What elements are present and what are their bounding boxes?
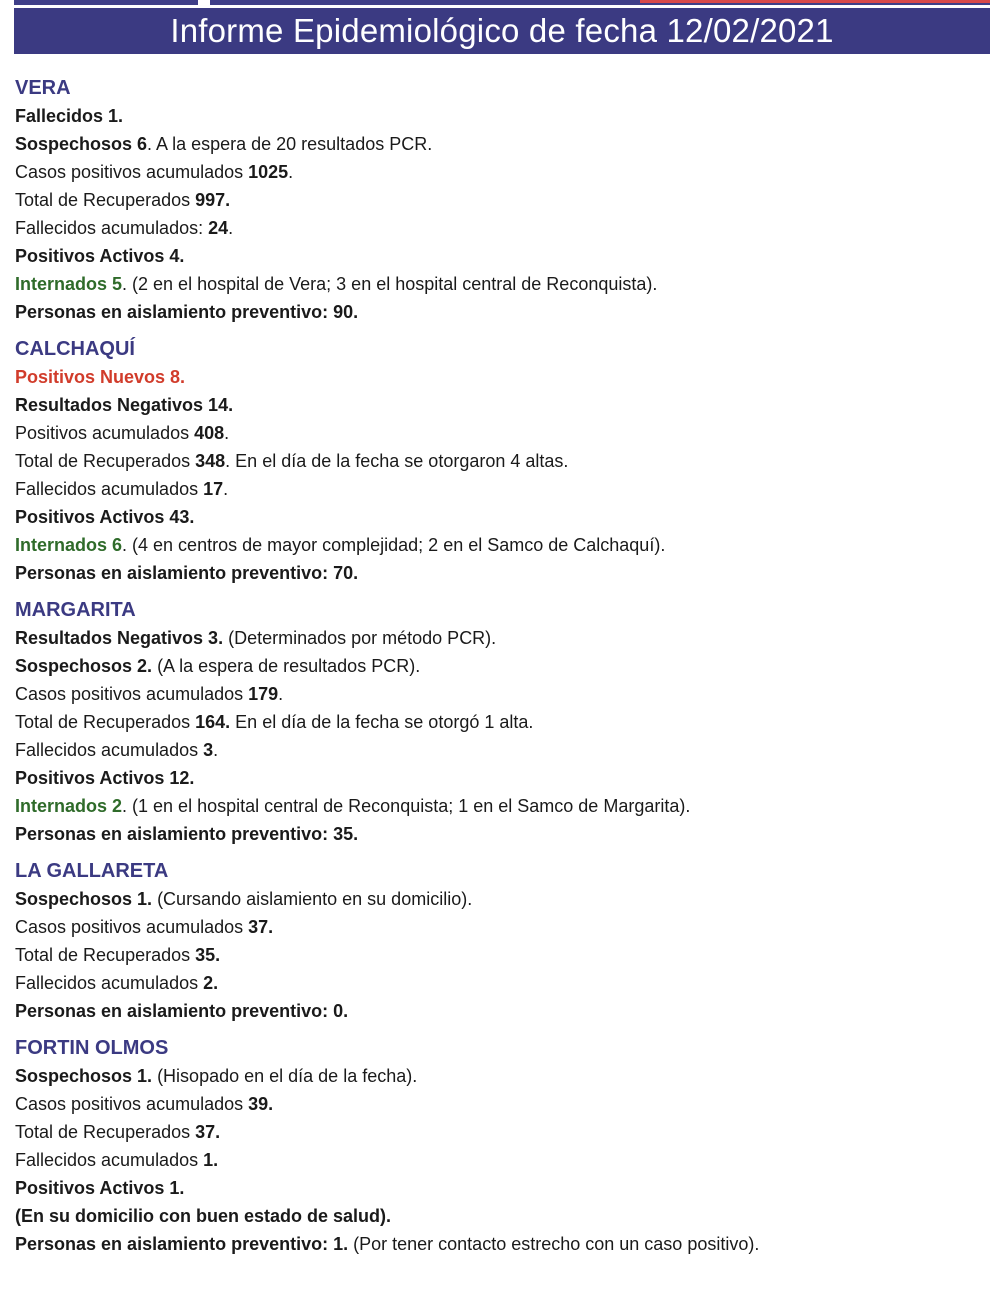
- fallecidos-acum-label: Fallecidos acumulados: [15, 479, 204, 499]
- line-recuperados: [15, 941, 985, 969]
- line-positivos-activos: [15, 242, 985, 270]
- line-negativos: [15, 391, 985, 419]
- line-negativos: [15, 624, 985, 652]
- line-internados: [15, 531, 985, 559]
- sospechosos-label: Sospechosos 1.: [15, 889, 153, 909]
- line-aislamiento: [15, 1230, 985, 1258]
- report-body: [15, 74, 985, 1267]
- casos-label: Casos positivos acumulados: [15, 917, 249, 937]
- fallecidos-text: Fallecidos 1.: [15, 106, 124, 126]
- casos-label: Casos positivos acumulados: [15, 162, 249, 182]
- line-sospechosos: [15, 885, 985, 913]
- fallecidos-acum-value: 2.: [203, 973, 219, 993]
- top-rule-accent: [640, 0, 990, 3]
- section-title-la-gallareta: LA GALLARETA: [15, 860, 169, 882]
- casos-value: 179: [248, 684, 279, 704]
- negativos-detail: (Determinados por método PCR).: [223, 628, 497, 648]
- fallecidos-acum-end: .: [228, 218, 234, 238]
- fallecidos-acum-label: Fallecidos acumulados: [15, 1150, 204, 1170]
- recuperados-value: 164.: [195, 712, 231, 732]
- line-sospechosos: [15, 130, 985, 158]
- recuperados-detail: En el día de la fecha se otorgó 1 alta.: [230, 712, 534, 732]
- line-casos-acumulados: [15, 1090, 985, 1118]
- sospechosos-detail: (Cursando aislamiento en su domicilio).: [152, 889, 473, 909]
- line-recuperados: [15, 1118, 985, 1146]
- casos-label: Casos positivos acumulados: [15, 1094, 249, 1114]
- fallecidos-acum-value: 24: [208, 218, 229, 238]
- activos-text: Positivos Activos 12.: [15, 768, 195, 788]
- line-positivos-acumulados: [15, 419, 985, 447]
- section-title-margarita: MARGARITA: [15, 599, 136, 621]
- internados-label: Internados 6: [15, 535, 123, 555]
- sospechosos-detail: (A la espera de resultados PCR).: [152, 656, 421, 676]
- section-title-fortin-olmos: FORTIN OLMOS: [15, 1037, 169, 1059]
- sospechosos-label: Sospechosos 6: [15, 134, 148, 154]
- sospechosos-label: Sospechosos 2.: [15, 656, 153, 676]
- casos-end: .: [288, 162, 294, 182]
- domicilio-text: (En su domicilio con buen estado de salud).: [15, 1206, 392, 1226]
- positivos-end: .: [224, 423, 230, 443]
- internados-label: Internados 5: [15, 274, 123, 294]
- casos-end: .: [278, 684, 284, 704]
- recuperados-value: 997.: [195, 190, 231, 210]
- recuperados-label: Total de Recuperados: [15, 1122, 196, 1142]
- section-title-calchaqui: CALCHAQUÍ: [15, 338, 135, 360]
- fallecidos-acum-label: Fallecidos acumulados: [15, 973, 204, 993]
- line-fallecidos-acumulados: [15, 1146, 985, 1174]
- fallecidos-acum-value: 17: [203, 479, 224, 499]
- positivos-label: Positivos acumulados: [15, 423, 195, 443]
- fallecidos-acum-value: 1.: [203, 1150, 219, 1170]
- casos-label: Casos positivos acumulados: [15, 684, 249, 704]
- line-positivos-activos: [15, 503, 985, 531]
- line-casos-acumulados: [15, 158, 985, 186]
- casos-value: 39.: [248, 1094, 274, 1114]
- line-internados: [15, 792, 985, 820]
- line-positivos-nuevos: [15, 363, 985, 391]
- line-domicilio: [15, 1202, 985, 1230]
- fallecidos-acum-label: Fallecidos acumulados: [15, 740, 204, 760]
- aislamiento-text: Personas en aislamiento preventivo: 70.: [15, 563, 359, 583]
- line-sospechosos: [15, 652, 985, 680]
- casos-value: 37.: [248, 917, 274, 937]
- negativos-text: Resultados Negativos 14.: [15, 395, 234, 415]
- fallecidos-acum-label: Fallecidos acumulados:: [15, 218, 209, 238]
- recuperados-label: Total de Recuperados: [15, 451, 196, 471]
- line-fallecidos-acumulados: [15, 475, 985, 503]
- line-fallecidos-acumulados: [15, 214, 985, 242]
- recuperados-label: Total de Recuperados: [15, 712, 196, 732]
- line-aislamiento: [15, 997, 985, 1025]
- line-positivos-activos: [15, 1174, 985, 1202]
- internados-detail: . (2 en el hospital de Vera; 3 en el hospital central de Reconquista).: [122, 274, 658, 294]
- aislamiento-text: Personas en aislamiento preventivo: 0.: [15, 1001, 349, 1021]
- fallecidos-acum-end: .: [213, 740, 219, 760]
- report-header: [14, 8, 990, 54]
- top-rule-left: [14, 0, 198, 5]
- section-fortin-olmos: [15, 1034, 985, 1258]
- recuperados-detail: . En el día de la fecha se otorgaron 4 altas.: [225, 451, 569, 471]
- aislamiento-text: Personas en aislamiento preventivo: 90.: [15, 302, 359, 322]
- recuperados-label: Total de Recuperados: [15, 945, 196, 965]
- internados-detail: . (4 en centros de mayor complejidad; 2 en el Samco de Calchaquí).: [122, 535, 666, 555]
- recuperados-value: 37.: [195, 1122, 221, 1142]
- section-la-gallareta: [15, 857, 985, 1025]
- line-positivos-activos: [15, 764, 985, 792]
- line-aislamiento: [15, 559, 985, 587]
- fallecidos-acum-end: .: [223, 479, 229, 499]
- line-recuperados: [15, 186, 985, 214]
- recuperados-value: 348: [195, 451, 226, 471]
- section-title-vera: VERA: [15, 77, 71, 99]
- aislamiento-detail: (Por tener contacto estrecho con un caso positivo).: [348, 1234, 760, 1254]
- internados-label: Internados 2: [15, 796, 123, 816]
- aislamiento-text: Personas en aislamiento preventivo: 35.: [15, 824, 359, 844]
- sospechosos-detail: (Hisopado en el día de la fecha).: [152, 1066, 418, 1086]
- line-aislamiento: [15, 298, 985, 326]
- section-calchaqui: [15, 335, 985, 587]
- recuperados-label: Total de Recuperados: [15, 190, 196, 210]
- internados-detail: . (1 en el hospital central de Reconquista; 1 en el Samco de Margarita).: [122, 796, 691, 816]
- line-casos-acumulados: [15, 680, 985, 708]
- line-fallecidos-acumulados: [15, 969, 985, 997]
- nuevos-text: Positivos Nuevos 8.: [15, 367, 186, 387]
- fallecidos-acum-value: 3: [203, 740, 214, 760]
- positivos-value: 408: [194, 423, 225, 443]
- recuperados-value: 35.: [195, 945, 221, 965]
- sospechosos-label: Sospechosos 1.: [15, 1066, 153, 1086]
- section-margarita: [15, 596, 985, 848]
- negativos-label: Resultados Negativos 3.: [15, 628, 224, 648]
- aislamiento-label: Personas en aislamiento preventivo: 1.: [15, 1234, 349, 1254]
- casos-value: 1025: [248, 162, 289, 182]
- line-fallecidos: [15, 102, 985, 130]
- line-sospechosos: [15, 1062, 985, 1090]
- line-recuperados: [15, 447, 985, 475]
- activos-text: Positivos Activos 1.: [15, 1178, 185, 1198]
- line-internados: [15, 270, 985, 298]
- line-casos-acumulados: [15, 913, 985, 941]
- line-aislamiento: [15, 820, 985, 848]
- activos-text: Positivos Activos 4.: [15, 246, 185, 266]
- report-title: Informe Epidemiológico de fecha 12/02/2021: [170, 12, 834, 49]
- section-vera: [15, 74, 985, 326]
- line-recuperados: [15, 708, 985, 736]
- activos-text: Positivos Activos 43.: [15, 507, 195, 527]
- line-fallecidos-acumulados: [15, 736, 985, 764]
- sospechosos-detail: . A la espera de 20 resultados PCR.: [147, 134, 433, 154]
